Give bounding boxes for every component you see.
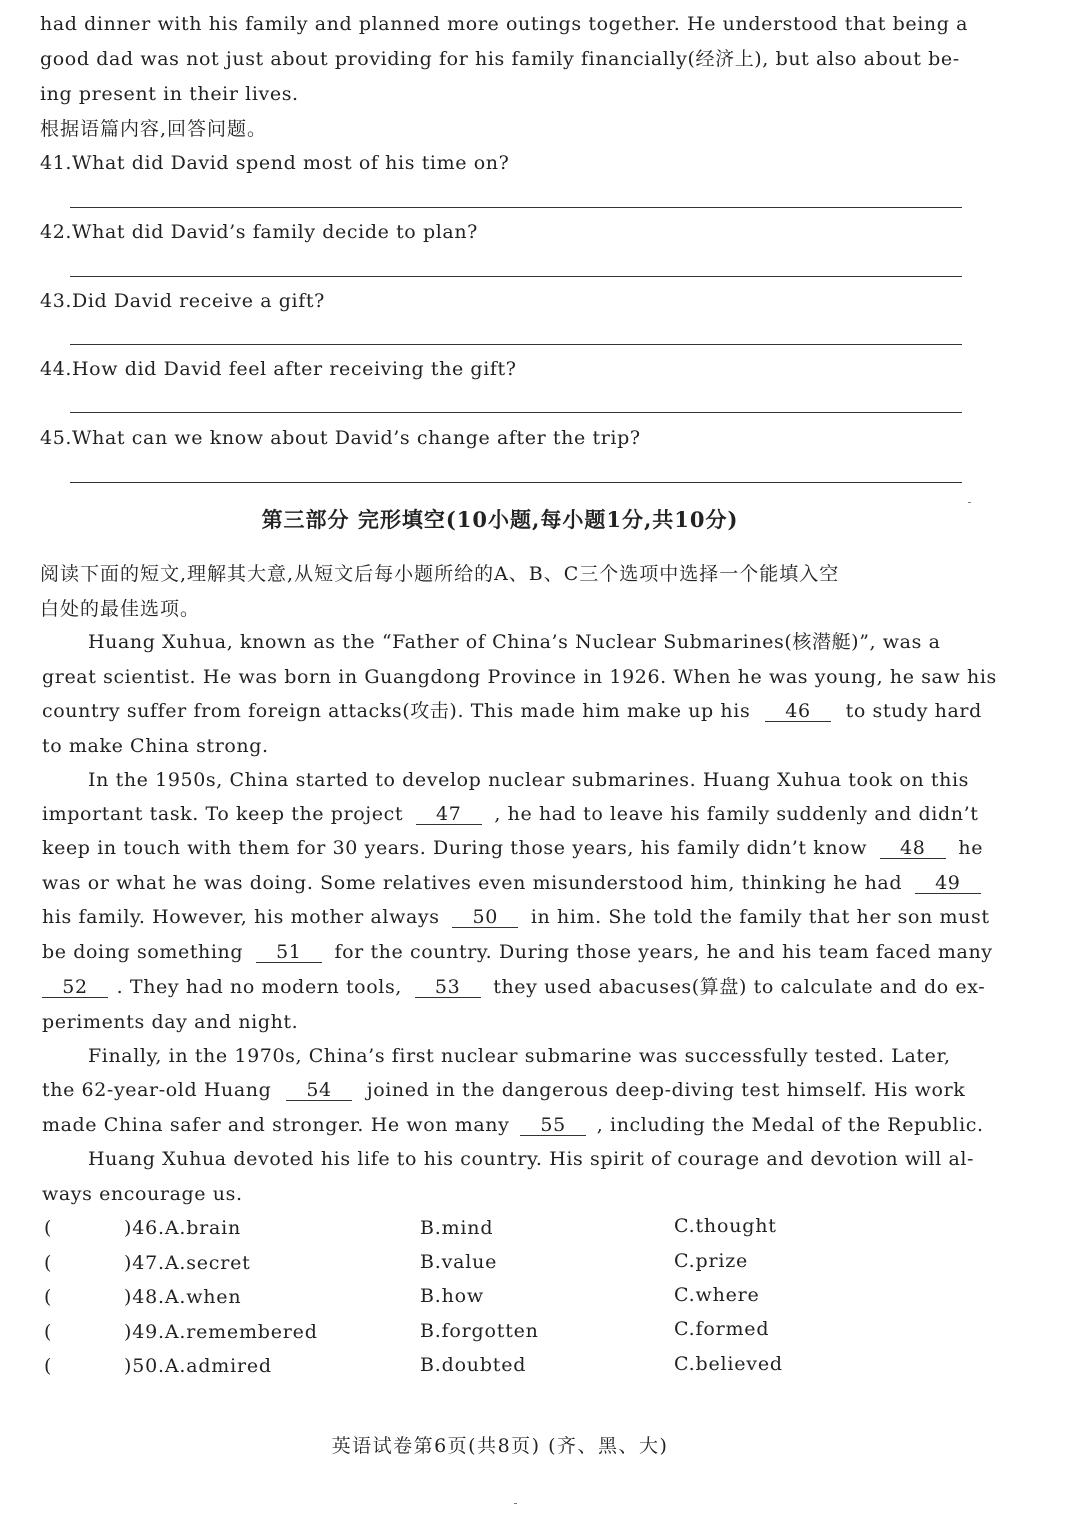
cloze-text: country suffer from foreign attacks(攻击). This made him make up his [42,700,751,722]
scan-speck [514,1503,517,1504]
blank-46[interactable]: 46 [765,701,831,722]
answer-paren[interactable]: ( [44,1355,53,1377]
blank-49[interactable]: 49 [915,873,981,894]
option-c-50[interactable]: C.believed [674,1353,783,1375]
cloze-text: was or what he was doing. Some relatives even misunderstood him, thinking he had [42,872,903,894]
answer-paren[interactable]: ( [44,1321,53,1343]
answer-paren[interactable]: ( [44,1252,53,1274]
cloze-text: they used abacuses(算盘) to calculate and do ex- [493,976,986,998]
cloze-text: he [958,837,984,859]
option-b-48[interactable]: B.how [420,1285,484,1307]
answer-line-45[interactable] [70,482,962,483]
option-a-50[interactable]: )50.A.admired [124,1355,272,1377]
cloze-text: . They had no modern tools, [116,976,402,998]
blank-55[interactable]: 55 [520,1115,586,1136]
cloze-line [42,975,985,999]
blank-53[interactable]: 53 [415,977,481,998]
section-title: 第三部分 完形填空(10小题,每小题1分,共10分) [261,507,739,532]
cloze-line [42,1113,984,1137]
answer-line-43[interactable] [70,344,962,345]
question-44: 44.How did David feel after receiving the gift? [40,358,517,380]
blank-51[interactable]: 51 [256,942,322,963]
option-a-47[interactable]: )47.A.secret [124,1252,251,1274]
cloze-text: the 62-year-old Huang [42,1079,272,1101]
cloze-line: periments day and night. [42,1011,299,1033]
cloze-text: , including the Medal of the Republic. [596,1114,984,1136]
blank-47[interactable]: 47 [416,804,482,825]
blank-52[interactable]: 52 [42,977,108,998]
answer-line-42[interactable] [70,276,962,277]
page-footer: 英语试卷第6页(共8页) (齐、黑、大) [331,1435,669,1457]
blank-50[interactable]: 50 [452,907,518,928]
answer-line-44[interactable] [70,412,962,413]
passage-line: good dad was not just about providing for his family financially(经济上), but also about be- [40,48,960,70]
cloze-line: Huang Xuhua, known as the “Father of China’s Nuclear Submarines(核潜艇)”, was a [88,631,941,653]
section-instruction: 阅读下面的短文,理解其大意,从短文后每小题所给的A、B、C三个选项中选择一个能填入空 [40,563,840,585]
cloze-line [42,802,978,826]
cloze-line [42,905,990,929]
qa-instruction: 根据语篇内容,回答问题。 [40,118,268,140]
answer-line-41[interactable] [70,207,962,208]
option-c-48[interactable]: C.where [674,1284,760,1306]
option-b-46[interactable]: B.mind [420,1217,494,1239]
cloze-text: for the country. During those years, he and his team faced many [334,941,993,963]
cloze-text: keep in touch with them for 30 years. During those years, his family didn’t know [42,837,868,859]
cloze-line [42,699,982,723]
answer-paren[interactable]: ( [44,1286,53,1308]
cloze-text: in him. She told the family that her son must [530,906,990,928]
cloze-line: In the 1950s, China started to develop nuclear submarines. Huang Xuhua took on this [88,769,969,791]
blank-48[interactable]: 48 [880,838,946,859]
cloze-text: , he had to leave his family suddenly and didn’t [494,803,979,825]
cloze-line [42,1078,965,1102]
cloze-line [42,836,983,860]
cloze-line: to make China strong. [42,735,269,757]
option-c-47[interactable]: C.prize [674,1250,749,1272]
option-a-48[interactable]: )48.A.when [124,1286,242,1308]
passage-line: ing present in their lives. [40,83,299,105]
answer-paren[interactable]: ( [44,1217,53,1239]
cloze-text: to study hard [845,700,982,722]
question-41: 41.What did David spend most of his time on? [40,152,510,174]
cloze-line: great scientist. He was born in Guangdong Province in 1926. When he was young, he saw his [42,666,997,688]
scan-speck [968,502,971,503]
option-b-50[interactable]: B.doubted [420,1354,527,1376]
cloze-text: important task. To keep the project [42,803,404,825]
option-a-49[interactable]: )49.A.remembered [124,1321,318,1343]
question-43: 43.Did David receive a gift? [40,290,325,312]
option-c-49[interactable]: C.formed [674,1318,770,1340]
option-c-46[interactable]: C.thought [674,1215,777,1237]
option-a-46[interactable]: )46.A.brain [124,1217,242,1239]
question-42: 42.What did David’s family decide to plan? [40,221,478,243]
cloze-line [42,871,981,895]
cloze-line: Finally, in the 1970s, China’s first nuclear submarine was successfully tested. Later, [88,1045,951,1067]
cloze-text: joined in the dangerous deep-diving test himself. His work [366,1079,966,1101]
option-b-47[interactable]: B.value [420,1251,498,1273]
cloze-text: his family. However, his mother always [42,906,440,928]
section-instruction: 白处的最佳选项。 [40,598,201,620]
question-45: 45.What can we know about David’s change after the trip? [40,427,641,449]
cloze-text: made China safer and stronger. He won many [42,1114,510,1136]
cloze-line: ways encourage us. [42,1183,243,1205]
option-b-49[interactable]: B.forgotten [420,1320,539,1342]
passage-line: had dinner with his family and planned more outings together. He understood that being a [40,13,969,35]
cloze-line [42,940,993,964]
cloze-line: Huang Xuhua devoted his life to his country. His spirit of courage and devotion will al- [88,1148,975,1170]
blank-54[interactable]: 54 [286,1080,352,1101]
cloze-text: be doing something [42,941,244,963]
